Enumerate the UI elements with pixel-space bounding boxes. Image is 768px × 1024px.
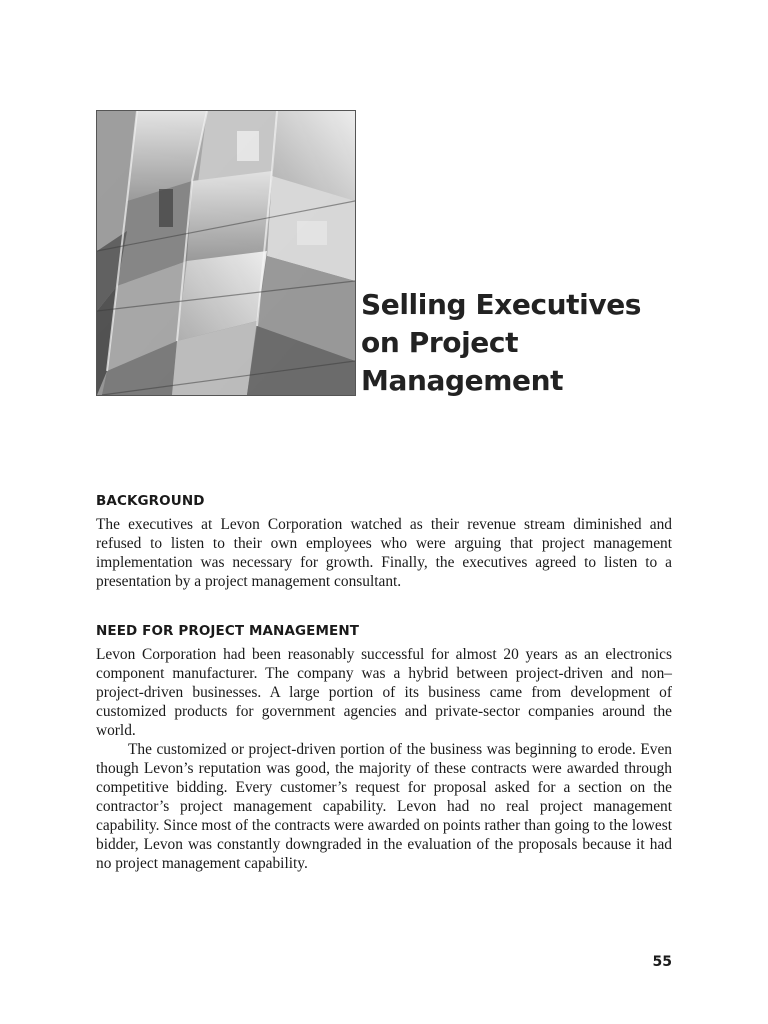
body-paragraph: The customized or project-driven portion of the business was beginning to erode. Even though Levon’s reputation was good, the majority of these contracts were awarded through competitive bidding. Every customer’s request for proposal asked for a section on the contractor’s project management capability. Levon had no real project management capability. Since most of the contracts were awarded on points rather than going to the lowest bidder, Levon was constantly downgraded in the evaluation of the proposals because it had no project management capability. — [96, 741, 672, 872]
need-section — [96, 623, 672, 873]
body-paragraph: Levon Corporation had been reasonably successful for almost 20 years as an electronics component manufacturer. The company was a hybrid between project-driven and non–project-driven businesses. A large portion of its business came from development of customized products for government agencies and private-sector companies around the world. — [96, 646, 672, 739]
body-paragraph: The executives at Levon Corporation watched as their revenue stream diminished and refused to listen to their own employees who were arguing that project management implementation was necessary for growth. Finally, the executives agreed to listen to a presentation by a project management consultant. — [96, 516, 672, 590]
section-heading: BACKGROUND — [96, 493, 205, 509]
chapter-title-line-2: on Project — [361, 326, 519, 359]
section-heading: NEED FOR PROJECT MANAGEMENT — [96, 623, 360, 639]
page-number: 55 — [652, 954, 672, 970]
chapter-title-line-3: Management — [361, 364, 564, 397]
background-section — [96, 493, 672, 591]
chapter-title-line-1: Selling Executives — [361, 288, 642, 321]
chapter-title — [361, 286, 681, 400]
chapter-opener-image — [96, 110, 356, 396]
